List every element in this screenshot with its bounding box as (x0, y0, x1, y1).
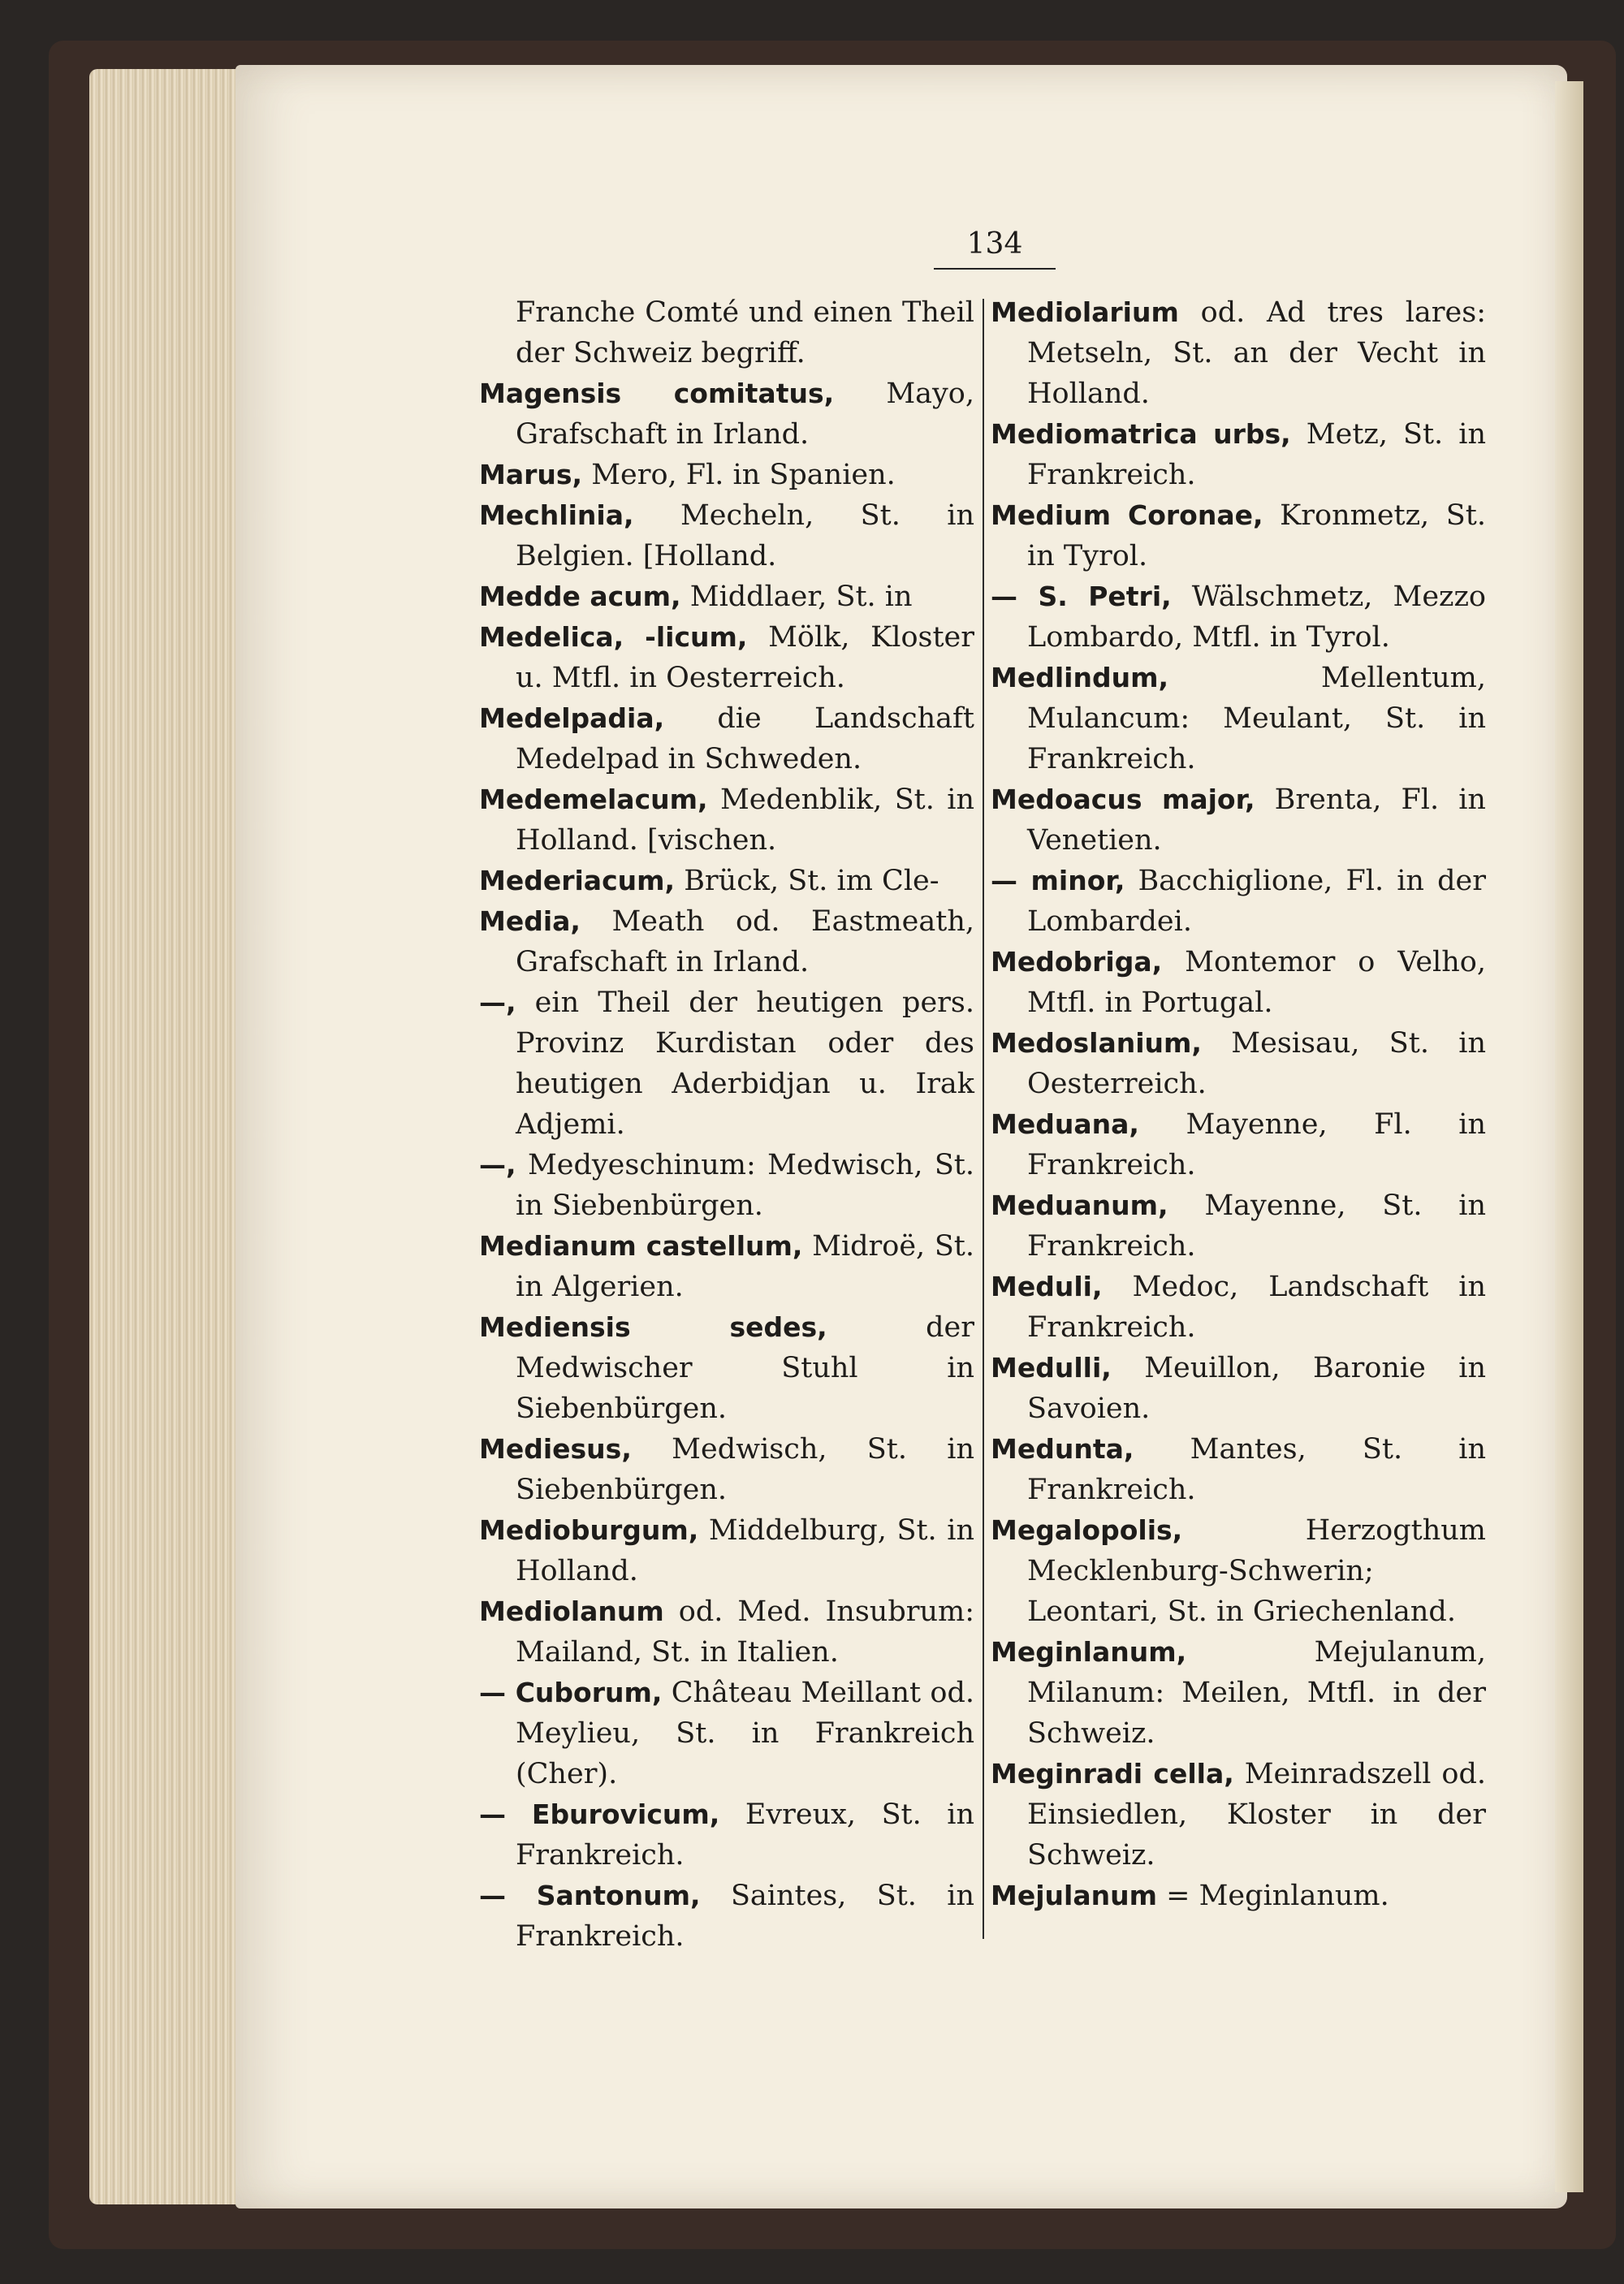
entry-text: Mayenne, Fl. in Frankreich. (1027, 1108, 1486, 1181)
headword: Medoslanium, (991, 1027, 1202, 1059)
opposite-page-edge (1555, 81, 1583, 2192)
entry (479, 1226, 974, 1307)
entry (991, 1510, 1486, 1632)
page-number-rule (934, 268, 1056, 270)
headword: Medulli, (991, 1352, 1112, 1384)
headword: — Santonum, (479, 1880, 701, 1911)
entry-text: Kronmetz, St. in Tyrol. (1027, 499, 1486, 572)
entry (479, 1145, 974, 1226)
entry-text: Mantes, St. in Frankreich. (1027, 1433, 1486, 1506)
headword: Medoacus major, (991, 784, 1255, 815)
entry-text: Brück, St. im Cle- (684, 865, 939, 897)
entry (991, 1185, 1486, 1267)
entry-text: Château Meillant od. Meylieu, St. in Frankreich (Cher). (516, 1677, 974, 1790)
entry-text: = Meginlanum. (1166, 1880, 1389, 1912)
headword: Mederiacum, (479, 865, 676, 896)
entry-text: Montemor o Velho, Mtfl. in Portugal. (1027, 946, 1486, 1019)
entry-text: Mölk, Kloster u. Mtfl. in Oesterreich. (516, 621, 974, 694)
entry-text: Meath od. Eastmeath, Grafschaft in Irland. (516, 905, 974, 978)
headword: — Eburovicum, (479, 1798, 720, 1830)
entry (479, 1591, 974, 1673)
entry-text: Medenblik, St. in Holland. [vischen. (516, 784, 974, 857)
entry (479, 698, 974, 779)
entry (479, 292, 974, 373)
entry (479, 576, 974, 617)
entry (479, 1876, 974, 1957)
headword: Medioburgum, (479, 1514, 699, 1546)
entry-text: Metz, St. in Frankreich. (1027, 418, 1486, 491)
entry-text: Brenta, Fl. in Venetien. (1027, 784, 1486, 857)
headword: Meduanum, (991, 1189, 1168, 1221)
entry-text: Mayenne, St. in Frankreich. (1027, 1189, 1486, 1263)
entry (479, 901, 974, 982)
entry (479, 1307, 974, 1429)
headword: Meduana, (991, 1108, 1139, 1140)
entry-text: Mesisau, St. in Oesterreich. (1027, 1027, 1486, 1100)
entry (991, 658, 1486, 779)
entry (991, 292, 1486, 414)
headword: Meduli, (991, 1271, 1103, 1302)
headword: Mediolanum (479, 1595, 664, 1627)
entry-text: Midroë, St. in Algerien. (516, 1230, 974, 1303)
entry-text: ein Theil der heutigen pers. Provinz Kurdistan oder des heutigen Aderbidjan u. Irak Adjemi. (516, 987, 974, 1141)
entry-text: Mellentum, Mulancum: Meulant, St. in Frankreich. (1027, 662, 1486, 775)
headword: Media, (479, 905, 581, 937)
entry-text: Herzogthum Mecklenburg-Schwerin; Leontari, St. in Griechenland. (1027, 1514, 1486, 1628)
entry (991, 1023, 1486, 1104)
headword: — minor, (991, 865, 1125, 896)
headword: Marus, (479, 459, 583, 490)
entry-text: der Medwischer Stuhl in Siebenbürgen. (516, 1311, 974, 1425)
entry (991, 1876, 1486, 1916)
entry-text: od. Med. Insubrum: Mailand, St. in Italien. (516, 1595, 974, 1669)
headword: Mejulanum (991, 1880, 1157, 1911)
headword: Medde acum, (479, 581, 681, 612)
column-divider (983, 299, 984, 1939)
entry (991, 1267, 1486, 1348)
headword: Mediolarium (991, 296, 1179, 328)
entry-text: Medwisch, St. in Siebenbürgen. (516, 1433, 974, 1506)
entry-text: Saintes, St. in Frankreich. (516, 1880, 974, 1953)
entry (991, 942, 1486, 1023)
entry-text: Bacchiglione, Fl. in der Lombardei. (1027, 865, 1486, 938)
headword: Medianum castellum, (479, 1230, 803, 1262)
headword: Mediomatrica urbs, (991, 418, 1291, 450)
headword: Megalopolis, (991, 1514, 1183, 1546)
entry (479, 1429, 974, 1510)
entry (479, 1794, 974, 1876)
entry (479, 495, 974, 576)
entry-text: Medoc, Landschaft in Frankreich. (1027, 1271, 1486, 1344)
headword: Medunta, (991, 1433, 1134, 1465)
page-number: 134 (966, 227, 1023, 261)
entry (479, 455, 974, 495)
entry-text: Evreux, St. in Frankreich. (516, 1798, 974, 1872)
entry-text: Mayo, Grafschaft in Irland. (516, 378, 974, 451)
left-column (479, 292, 974, 1957)
headword: Meginlanum, (991, 1636, 1187, 1668)
entry-text: Franche Comté und einen Theil der Schweiz begriff. (516, 296, 974, 369)
entry (479, 861, 974, 901)
entry (991, 414, 1486, 495)
headword: Medium Coronae, (991, 499, 1263, 531)
entry-text: Mecheln, St. in Belgien. [Holland. (516, 499, 974, 572)
right-column (991, 292, 1486, 1916)
headword: Mechlinia, (479, 499, 634, 531)
entry-text: Medyeschinum: Medwisch, St. in Siebenbürgen. (516, 1149, 974, 1222)
entry (479, 1510, 974, 1591)
entry (991, 1104, 1486, 1185)
entry-text: Meinradszell od. Einsiedlen, Kloster in der Schweiz. (1027, 1758, 1486, 1872)
headword: Medlindum, (991, 662, 1168, 693)
headword: Medemelacum, (479, 784, 708, 815)
entry (991, 779, 1486, 861)
entry (991, 1754, 1486, 1876)
entry (991, 495, 1486, 576)
entry-text: Middlaer, St. in (689, 581, 913, 613)
entry-text: Middelburg, St. in Holland. (516, 1514, 974, 1587)
entry-text: Wälschmetz, Mezzo Lombardo, Mtfl. in Tyrol. (1027, 581, 1486, 654)
entry-text: od. Ad tres lares: Metseln, St. an der Vecht in Holland. (1027, 296, 1486, 410)
headword: —, (479, 1149, 516, 1181)
entry (479, 373, 974, 455)
entry (991, 861, 1486, 942)
headword: — Cuborum, (479, 1677, 663, 1708)
headword: — S. Petri, (991, 581, 1172, 612)
entry-text: Mero, Fl. in Spanien. (591, 459, 896, 491)
headword: Medelpadia, (479, 702, 665, 734)
entry (479, 779, 974, 861)
headword: Meginradi cella, (991, 1758, 1234, 1790)
entry (479, 617, 974, 698)
headword: Medelica, -licum, (479, 621, 748, 653)
entry-text: Mejulanum, Milanum: Meilen, Mtfl. in der Schweiz. (1027, 1636, 1486, 1750)
entry (991, 1632, 1486, 1754)
entry (991, 576, 1486, 658)
headword: Mediesus, (479, 1433, 632, 1465)
entry-text: die Landschaft Medelpad in Schweden. (516, 702, 974, 775)
entry-text: Meuillon, Baronie in Savoien. (1027, 1352, 1486, 1425)
headword: Mediensis sedes, (479, 1311, 827, 1343)
headword: Magensis comitatus, (479, 378, 835, 409)
entry (479, 982, 974, 1145)
entry (991, 1429, 1486, 1510)
entry (991, 1348, 1486, 1429)
entry (479, 1673, 974, 1794)
headword: —, (479, 987, 516, 1018)
headword: Medobriga, (991, 946, 1163, 978)
